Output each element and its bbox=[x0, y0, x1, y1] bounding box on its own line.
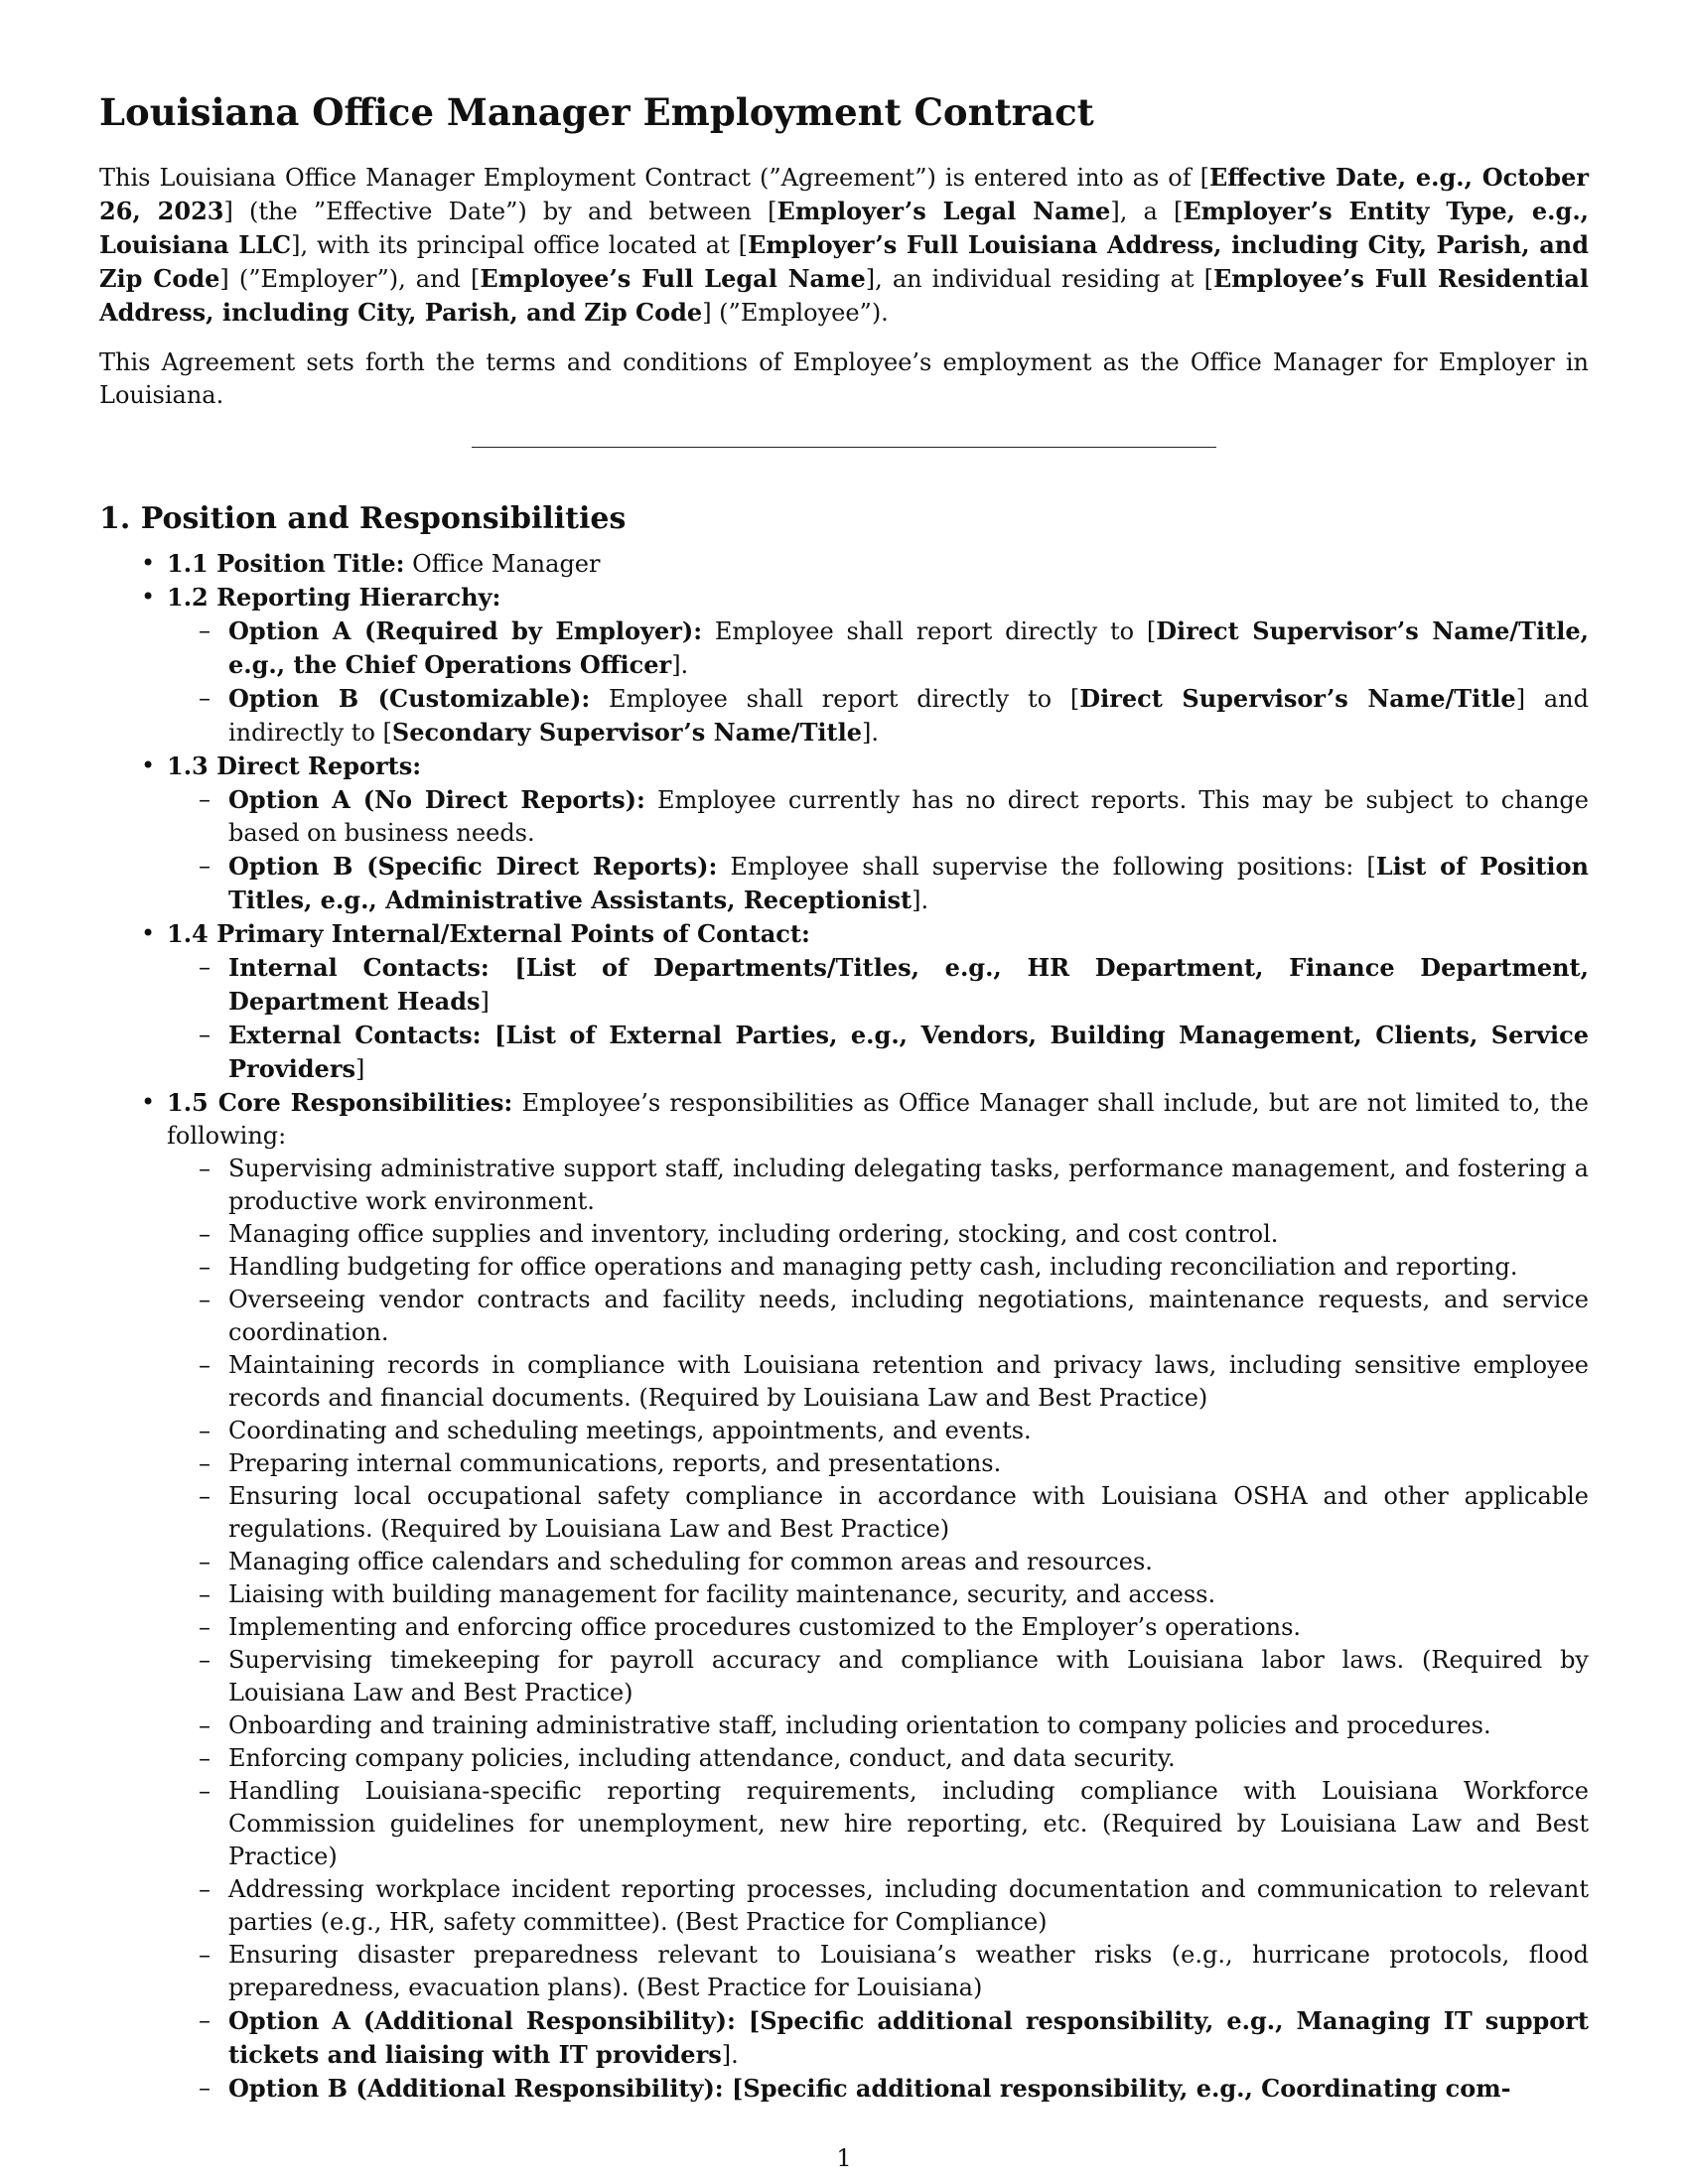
responsibility-item: – Implementing and enforcing office procedures customized to the Employer’s operations. bbox=[167, 1611, 1589, 1644]
responsibility-item: – Liaising with building management for facility maintenance, security, and access. bbox=[167, 1578, 1589, 1611]
additional-responsibility-option-a: – Option A (Additional Responsibility): [Specific additional responsibility, e.g., Managing IT support tickets and liaising with IT providers]. bbox=[167, 2004, 1589, 2072]
section-heading: 1. Position and Responsibilities bbox=[99, 501, 627, 536]
responsibility-item: – Managing office calendars and scheduling for common areas and resources. bbox=[167, 1546, 1589, 1578]
purpose-paragraph: This Agreement sets forth the terms and conditions of Employee’s employment as the Office Manager for Employer in Louisiana. bbox=[99, 348, 1589, 409]
employer-address-placeholder: Employer’s Full Louisiana Address, including City, Parish, and Zip Code bbox=[99, 230, 1589, 293]
reporting-hierarchy-item: • 1.2 Reporting Hierarchy: – Option A (Required by Employer): Employee shall report directly to [Direct Supervisor’s Name/Title, e.g., the Chief Operations Officer]. – Option B (Customizable): Employee shall report directly to [Direct Supervisor’s Name/Title] and indirectly to [Secondary Supervisor’s Name/Title]. bbox=[99, 581, 1589, 750]
reporting-option-b: – Option B (Customizable): Employee shall report directly to [Direct Supervisor’s Name/Title] and indirectly to [Secondary Supervisor’s Name/Title]. bbox=[167, 682, 1589, 750]
responsibility-item: – Supervising timekeeping for payroll accuracy and compliance with Louisiana labor laws. (Required by Louisiana Law and Best Practice) bbox=[167, 1644, 1589, 1709]
responsibility-item: – Ensuring local occupational safety compliance in accordance with Louisiana OSHA and other applicable regulations. (Required by Louisiana Law and Best Practice) bbox=[167, 1480, 1589, 1546]
direct-reports-item: • 1.3 Direct Reports: – Option A (No Direct Reports): Employee currently has no direct reports. This may be subject to change based on business needs. – Option B (Specific Direct Reports): Employee shall supervise the following positions: [List of Position Titles, e.g., Administrative Assistants, Receptionist]. bbox=[99, 750, 1589, 917]
responsibility-item: – Enforcing company policies, including attendance, conduct, and data security. bbox=[167, 1742, 1589, 1775]
internal-contacts: – Internal Contacts: [List of Departments/Titles, e.g., HR Department, Finance Department, Department Heads] bbox=[167, 951, 1589, 1019]
page-number: 1 bbox=[836, 2144, 852, 2172]
employer-name-placeholder: Employer’s Legal Name bbox=[776, 197, 1111, 225]
horizontal-divider bbox=[472, 447, 1216, 448]
responsibility-item: – Overseeing vendor contracts and facility needs, including negotiations, maintenance requests, and service coordination. bbox=[167, 1284, 1589, 1349]
direct-reports-option-b: – Option B (Specific Direct Reports): Employee shall supervise the following positions: [List of Position Titles, e.g., Administrative Assistants, Receptionist]. bbox=[167, 850, 1589, 917]
responsibility-item: – Handling budgeting for office operations and managing petty cash, including reconciliation and reporting. bbox=[167, 1251, 1589, 1284]
core-responsibilities-item: • 1.5 Core Responsibilities: Employee’s responsibilities as Office Manager shall include, but are not limited to, the following: – Supervising administrative support staff, including delegating tasks, performance management, and fostering a productive work environment. – Managing office supplies and inventory, including ordering, stocking, and cost control. – Handling budgeting for office operations and managing petty cash, including reconciliation and reporting. – Overseeing vendor contracts and facility needs, including negotiations, maintenance requests, and service coordination. – Maintaining records in compliance with Louisiana retention and privacy laws, including sensitive employee records and financial documents. (Required by Louisiana Law and Best Practice) – Coordinating and scheduling meetings, appointments, and events. – Preparing internal communications, reports, and presentations. – Ensuring local occupational safety compliance in accordance with Louisiana OSHA and other applicable regulations. (Required by Louisiana Law and Best Practice) – Managing office calendars and scheduling for common areas and resources. – Liaising with building management for facility maintenance, security, and access. – Implementing and enforcing office procedures customized to the Employer’s operations. – Supervising timekeeping for payroll accuracy and compliance with Louisiana labor laws. (Required by Louisiana Law and Best Practice) – Onboarding and training administrative staff, including orientation to company policies and procedures. – Enforcing company policies, including attendance, conduct, and data security. – Handling Louisiana-specific reporting requirements, including compliance with Louisiana Workforce Commission guidelines for unemployment, new hire reporting, etc. (Required by Louisiana Law and Best Practice) – Addressing workplace incident reporting processes, including documentation and communication to relevant parties (e.g., HR, safety committee). (Best Practice for Compliance) – Ensuring disaster preparedness relevant to Louisiana’s weather risks (e.g., hurricane protocols, flood preparedness, evacuation plans). (Best Practice for Louisiana) – Option A (Additional Responsibility): [Specific additional responsibility, e.g., Managing IT support tickets and liaising with IT providers]. – Option B (Additional Responsibility): [Specific additional responsibility, e.g., Coordinating com- bbox=[99, 1086, 1589, 2106]
responsibility-item: – Onboarding and training administrative staff, including orientation to company policies and procedures. bbox=[167, 1709, 1589, 1742]
intro-paragraph: This Louisiana Office Manager Employment Contract (”Agreement”) is entered into as of [Effective Date, e.g., October 26, 2023] (the ”Effective Date”) by and between [Employer’s Legal Name], a [Employer’s Entity Type, e.g., Louisiana LLC], with its principal office located at [Employer’s Full Louisiana Address, including City, Parish, and Zip Code] (”Employer”), and [Employee’s Full Legal Name], an individual residing at [Employee’s Full Residential Address, including City, Parish, and Zip Code] (”Employee”). bbox=[99, 163, 1590, 327]
additional-responsibility-option-b: – Option B (Additional Responsibility): [Specific additional responsibility, e.g., Coordinating com- bbox=[167, 2072, 1589, 2106]
responsibility-item: – Ensuring disaster preparedness relevant to Louisiana’s weather risks (e.g., hurricane protocols, flood preparedness, evacuation plans). (Best Practice for Louisiana) bbox=[167, 1939, 1589, 2004]
employee-name-placeholder: Employee’s Full Legal Name bbox=[480, 264, 866, 293]
section-list bbox=[99, 547, 1589, 2106]
responsibility-item: – Maintaining records in compliance with Louisiana retention and privacy laws, including sensitive employee records and financial documents. (Required by Louisiana Law and Best Practice) bbox=[167, 1349, 1589, 1415]
responsibility-item: – Addressing workplace incident reporting processes, including documentation and communication to relevant parties (e.g., HR, safety committee). (Best Practice for Compliance) bbox=[167, 1873, 1589, 1939]
document-title: Louisiana Office Manager Employment Contract bbox=[99, 90, 1094, 134]
responsibility-item: – Coordinating and scheduling meetings, appointments, and events. bbox=[167, 1415, 1589, 1447]
document-page bbox=[99, 0, 1589, 2184]
entity-type-placeholder: Employer’s Entity Type, e.g., Louisiana LLC bbox=[99, 197, 1590, 259]
employee-address-placeholder: Employee’s Full Residential Address, including City, Parish, and Zip Code bbox=[99, 264, 1590, 327]
reporting-option-a: – Option A (Required by Employer): Employee shall report directly to [Direct Supervisor’s Name/Title, e.g., the Chief Operations Officer]. bbox=[167, 614, 1589, 682]
responsibility-item: – Preparing internal communications, reports, and presentations. bbox=[167, 1447, 1589, 1480]
points-of-contact-item: • 1.4 Primary Internal/External Points of Contact: – Internal Contacts: [List of Departments/Titles, e.g., HR Department, Finance Department, Department Heads] – External Contacts: [List of External Parties, e.g., Vendors, Building Management, Clients, Service Providers] bbox=[99, 917, 1589, 1086]
responsibility-item: – Handling Louisiana-specific reporting requirements, including compliance with Louisiana Workforce Commission guidelines for unemployment, new hire reporting, etc. (Required by Louisiana Law and Best Practice) bbox=[167, 1775, 1589, 1873]
direct-reports-option-a: – Option A (No Direct Reports): Employee currently has no direct reports. This may be subject to change based on business needs. bbox=[167, 783, 1589, 850]
external-contacts: – External Contacts: [List of External Parties, e.g., Vendors, Building Management, Clients, Service Providers] bbox=[167, 1019, 1589, 1086]
responsibility-item: – Supervising administrative support staff, including delegating tasks, performance management, and fostering a productive work environment. bbox=[167, 1153, 1589, 1218]
responsibility-item: – Managing office supplies and inventory, including ordering, stocking, and cost control. bbox=[167, 1218, 1589, 1251]
effective-date-placeholder: Effective Date, e.g., October 26, 2023 bbox=[99, 163, 1590, 225]
position-title-item: • 1.1 Position Title: Office Manager bbox=[99, 547, 1589, 581]
